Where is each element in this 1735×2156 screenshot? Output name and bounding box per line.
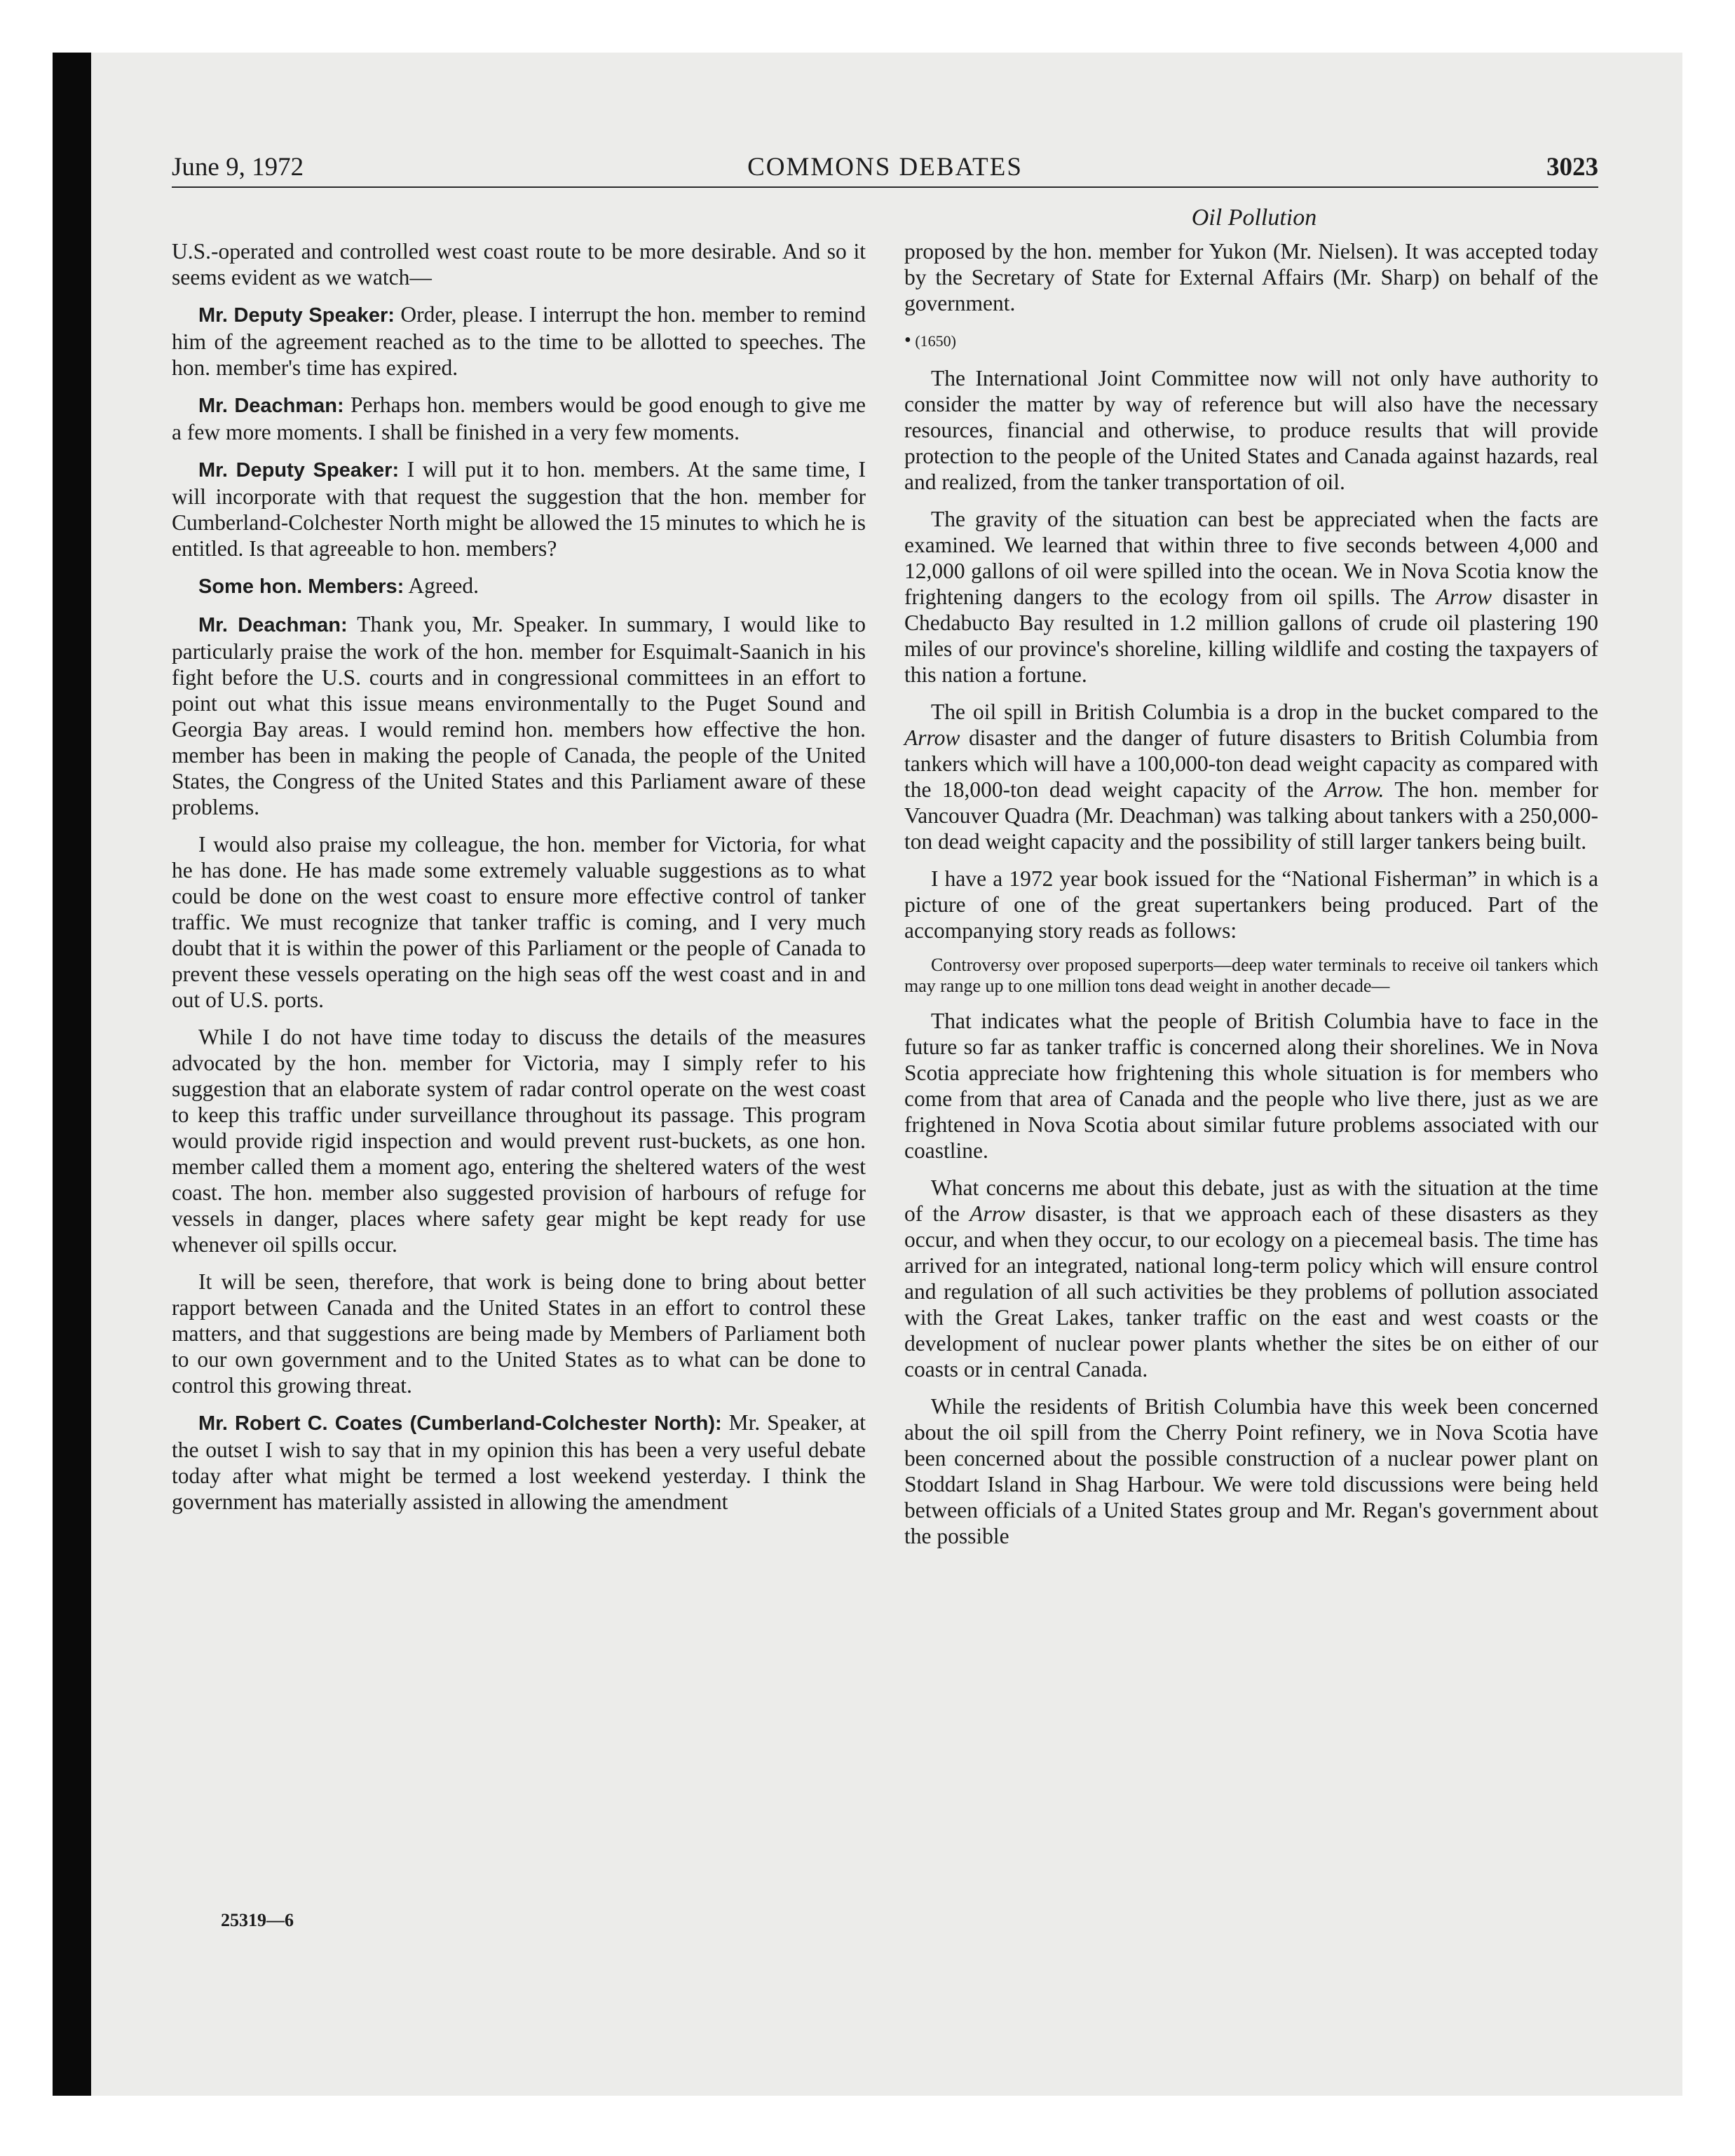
right-column — [904, 238, 1598, 1560]
paragraph — [172, 301, 866, 381]
paragraph: While the residents of British Columbia have this week been concerned about the oil spill from the Cherry Point refinery, we in Nova Scotia have been concerned about the possible construction of a nuclear power plant on Stoddart Island in Shag Harbour. We were told discussions were being held between officials of a United States group and Mr. Regan's government about the possible — [904, 1394, 1598, 1548]
paragraph — [172, 456, 866, 561]
paragraph: It will be seen, therefore, that work is being done to bring about better rapport between Canada and the United States in an effort to control these matters, and that suggestions are being made by Members of Parliament both to our own government and to the United States as to what can be done to control this growing threat. — [172, 1269, 866, 1398]
scan-edge — [53, 53, 91, 2096]
header-date: June 9, 1972 — [172, 153, 304, 182]
text: disaster in Chedabucto Bay resulted in 1.2 million gallons of crude oil plastering 190 miles of our province's shoreline, killing wildlife and costing the taxpayers of this nation a fortune. — [904, 585, 1599, 687]
speaker-name: Mr. Deachman: — [198, 614, 348, 636]
ship-name: Arrow — [969, 1201, 1026, 1226]
speaker-name: Mr. Robert C. Coates (Cumberland-Colchester North): — [198, 1412, 722, 1435]
speech-text: Order, please. I interrupt the hon. member to remind him of the agreement reached as to the time to be allotted to speeches. The hon. member's time has expired. — [172, 302, 866, 380]
bullet-icon: • — [904, 329, 911, 351]
left-column — [172, 238, 866, 1526]
paragraph: That indicates what the people of British Columbia have to face in the future so far as tanker traffic is concerned along their shorelines. We in Nova Scotia appreciate how frightening this whole situation is for members who come from that area of Canada and the people who live there, just as we are frightened in Nova Scotia about similar future problems associated with our coastline. — [904, 1009, 1598, 1163]
speaker-name: Mr. Deachman: — [198, 395, 344, 417]
speaker-name: Mr. Deputy Speaker: — [198, 459, 400, 482]
speaker-name: Mr. Deputy Speaker: — [198, 304, 395, 327]
block-quote: Controversy over proposed superports—deep water terminals to receive oil tankers which may range up to one million tons dead weight in another decade— — [904, 955, 1598, 996]
speaker-name: Some hon. Members: — [198, 575, 404, 598]
paragraph: While I do not have time today to discuss the details of the measures advocated by the hon. member for Victoria, may I simply refer to his suggestion that an elaborate system of radar control operate on the west coast to keep this traffic under surveillance throughout its passage. This program would provide rigid inspection and would prevent rust-buckets, as one hon. member called them a moment ago, entering the sheltered waters of the west coast. The hon. member also suggested provision of harbours of refuge for vessels in danger, places where safety gear might be kept ready for use whenever oil spills occur. — [172, 1025, 866, 1257]
speech-text: Thank you, Mr. Speaker. In summary, I would like to particularly praise the work of the hon. member for Esquimalt-Saanich in his fight before the U.S. courts and in congressional committees in an effort to point out what this issue means environmentally to the Puget Sound and Georgia Bay areas. I would remind hon. members how effective the hon. member has been in making the people of Canada, the people of the United States, the Congress of the United States and this Parliament aware of these problems. — [172, 612, 866, 819]
paragraph: I have a 1972 year book issued for the “National Fisherman” in which is a picture of one of the great supertankers being produced. Part of the accompanying story reads as follows: — [904, 866, 1598, 943]
paragraph — [904, 1175, 1598, 1382]
ship-name: Arrow. — [1324, 777, 1384, 802]
ship-name: Arrow — [904, 725, 960, 750]
speech-text: Agreed. — [408, 573, 479, 598]
paragraph: I would also praise my colleague, the hon. member for Victoria, for what he has done. He has made some extremely valuable suggestions as to what could be done on the west coast to ensure more effective control of tanker traffic. We must recognize that tanker traffic is coming, and I very much doubt that it is within the power of this Parliament or the people of Canada to prevent these vessels operating on the high seas off the west coast and in and out of U.S. ports. — [172, 832, 866, 1012]
header-title: COMMONS DEBATES — [747, 153, 1023, 182]
time-marker — [904, 327, 1598, 354]
text: disaster and the danger of future disasters to British Columbia from tankers which will have a 100,000-ton dead weight capacity as compared with the 18,000-ton dead weight capacity of the — [904, 725, 1599, 802]
paragraph — [904, 699, 1598, 854]
time-marker-text: (1650) — [915, 332, 956, 350]
paragraph — [172, 611, 866, 820]
paragraph — [904, 506, 1598, 688]
speech-text: Perhaps hon. members would be good enough to give me a few more moments. I shall be finished in a very few moments. — [172, 393, 866, 444]
paragraph — [172, 1410, 866, 1515]
speech-text: Mr. Speaker, at the outset I wish to say that in my opinion this has been a very useful debate today after what might be termed a lost weekend yesterday. I think the government has materially assisted in allowing the amendment — [172, 1410, 866, 1514]
text: What concerns me about this debate, just as with the situation at the time of the — [904, 1175, 1598, 1226]
footer-code: 25319—6 — [221, 1910, 294, 1930]
paragraph: U.S.-operated and controlled west coast route to be more desirable. And so it seems evident as we watch— — [172, 239, 866, 289]
paragraph: The International Joint Committee now will not only have authority to consider the matter by way of reference but will also have the necessary resources, financial and otherwise, to produce results that will provide protection to the people of the United States and Canada against hazards, real and realized, from the tanker transportation of oil. — [904, 366, 1598, 494]
text: The oil spill in British Columbia is a drop in the bucket compared to the — [931, 700, 1598, 724]
paragraph: proposed by the hon. member for Yukon (Mr. Nielsen). It was accepted today by the Secretary of State for External Affairs (Mr. Sharp) on behalf of the government. — [904, 239, 1598, 315]
paragraph — [172, 392, 866, 445]
subject-heading: Oil Pollution — [1191, 205, 1317, 231]
page-header — [172, 153, 1598, 188]
text: The hon. member for Vancouver Quadra (Mr. Deachman) was talking about tankers with a 250,000-ton dead weight capacity and the possibility of still larger tankers being built. — [904, 777, 1599, 854]
ship-name: Arrow — [1436, 585, 1492, 609]
header-page-number: 3023 — [1546, 153, 1598, 182]
speech-text: I will put it to hon. members. At the same time, I will incorporate with that request the suggestion that the hon. member for Cumberland-Colchester North might be allowed the 15 minutes to which he is entitled. Is that agreeable to hon. members? — [172, 457, 866, 561]
text: The gravity of the situation can best be appreciated when the facts are examined. We learned that within three to five seconds between 4,000 and 12,000 gallons of oil were spilled into the ocean. We in Nova Scotia know the frightening dangers to the ecology from oil spills. The — [904, 507, 1598, 609]
paragraph — [172, 573, 866, 600]
text: disaster, is that we approach each of these disasters as they occur, and when they occur, to our ecology on a piecemeal basis. The time has arrived for an integrated, national long-term policy which will ensure control and regulation of all such activities be they problems of pollution associated with the Great Lakes, tanker traffic on the east and west coasts or the development of nuclear power plants whether the sites be on either of our coasts or in central Canada. — [904, 1201, 1598, 1381]
